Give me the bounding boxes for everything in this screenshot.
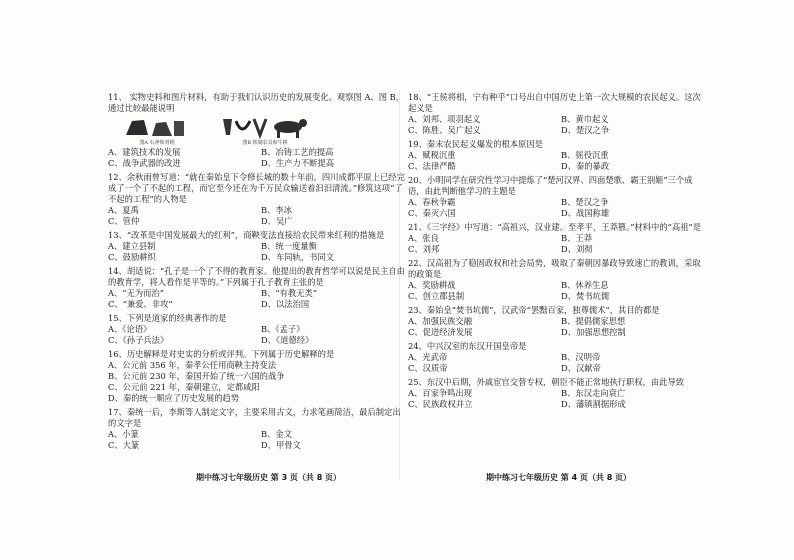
option-c[interactable]: C、创立郡县制 bbox=[408, 291, 465, 301]
options bbox=[408, 352, 708, 374]
option-a[interactable]: A、百家争鸣出现 bbox=[408, 388, 473, 398]
option-a[interactable]: A、建筑技术的发展 bbox=[108, 147, 181, 157]
question-stem: 15、下列是道家的经典著作的是 bbox=[108, 313, 227, 323]
option-b[interactable]: B、冶铸工艺的提高 bbox=[261, 147, 334, 157]
question-19 bbox=[408, 139, 708, 172]
options bbox=[408, 316, 708, 338]
option-d[interactable]: D、藩镇割据形成 bbox=[561, 399, 626, 409]
option-c[interactable]: C、秦灭六国 bbox=[408, 208, 456, 218]
option-c[interactable]: C、管仲 bbox=[108, 216, 140, 226]
option-c[interactable]: C、法律严酷 bbox=[408, 161, 456, 171]
option-d[interactable]: D、刘彻 bbox=[561, 244, 593, 254]
question-25 bbox=[408, 377, 708, 410]
question-15 bbox=[108, 313, 408, 346]
option-d[interactable]: D、车同轨，书同文 bbox=[261, 252, 335, 262]
figure-b-caption: 图B 铁制农具和牛耕 bbox=[242, 140, 288, 146]
right-page-footer: 期中练习七年级历史 第 4 页（共 8 页） bbox=[486, 473, 632, 482]
options bbox=[408, 197, 708, 219]
question-stem: 22、汉高祖为了稳固政权和社会局势，吸取了秦朝因暴政导致速亡的教训，采取的政策是 bbox=[408, 258, 701, 279]
option-c[interactable]: C、陈胜、吴广起义 bbox=[408, 125, 481, 135]
question-stem: 16、历史解释是对史实的分析或评判。下列属于历史解释的是 bbox=[108, 349, 335, 359]
question-stem: 25、东汉中后期，外戚宦官交替专权，朝臣不能正常地执行职权，由此导致 bbox=[408, 377, 685, 387]
option-c[interactable]: C、公元前 221 年，秦朝建立，定都咸阳 bbox=[108, 382, 260, 392]
option-b[interactable]: B、徭役沉重 bbox=[561, 150, 609, 160]
option-c[interactable]: C、战争武器的改进 bbox=[108, 158, 181, 168]
left-page-column bbox=[108, 92, 408, 454]
option-b[interactable]: B、提倡儒家思想 bbox=[561, 316, 626, 326]
option-a[interactable]: A、加强民族交融 bbox=[408, 316, 473, 326]
question-17 bbox=[108, 407, 408, 451]
option-d[interactable]: D、吴广 bbox=[261, 216, 293, 226]
option-a[interactable]: A、“无为而治” bbox=[108, 288, 164, 298]
question-16 bbox=[108, 349, 408, 404]
option-d[interactable]: D、甲骨文 bbox=[261, 440, 301, 450]
option-d[interactable]: D、汉献帝 bbox=[561, 363, 601, 373]
option-a[interactable]: A、建立县制 bbox=[108, 241, 156, 251]
question-stem: 19、秦末农民起义爆发的根本原因是 bbox=[408, 139, 544, 149]
option-d[interactable]: D、生产力不断提高 bbox=[261, 158, 335, 168]
option-d[interactable]: D、秦的统一顺应了历史发展的趋势 bbox=[108, 393, 240, 403]
figure-b bbox=[220, 115, 310, 146]
option-b[interactable]: B、东汉走向衰亡 bbox=[561, 388, 626, 398]
options bbox=[408, 280, 708, 302]
option-a[interactable]: A、张良 bbox=[408, 233, 439, 243]
options bbox=[408, 388, 708, 410]
option-b[interactable]: B、汉明帝 bbox=[561, 352, 601, 362]
question-stem: 18、“王侯将相，宁有种乎”口号出自中国历史上第一次大规模的农民起义。这次起义是 bbox=[408, 92, 701, 113]
option-c[interactable]: C、促进经济发展 bbox=[408, 327, 473, 337]
right-page-column bbox=[408, 92, 708, 413]
question-11 bbox=[108, 92, 408, 169]
option-a[interactable]: A、小篆 bbox=[108, 429, 139, 439]
options bbox=[408, 150, 708, 172]
question-12 bbox=[108, 172, 408, 227]
option-d[interactable]: D、秦的暴政 bbox=[561, 161, 610, 171]
option-b[interactable]: B、《孟子》 bbox=[261, 324, 305, 334]
options bbox=[108, 288, 408, 310]
option-a[interactable]: A、夏禹 bbox=[108, 205, 139, 215]
option-b[interactable]: B、金文 bbox=[261, 429, 292, 439]
question-21 bbox=[408, 222, 708, 255]
question-stem: 13、“改革是中国发展最大的红利”，商鞅变法直接给农民带来红利的措施是 bbox=[108, 230, 385, 240]
option-a[interactable]: A、光武帝 bbox=[408, 352, 448, 362]
question-stem: 14、胡适说：“孔子是一个了不得的教育家。他提出的教育哲学可以说是民主自由的教育学，将人看作是平等的。”下列属于孔子教育主张的是 bbox=[108, 266, 405, 287]
options bbox=[108, 429, 408, 451]
question-24 bbox=[408, 341, 708, 374]
figure-a bbox=[122, 117, 192, 146]
iron-tools-ox-plow-icon bbox=[220, 115, 310, 139]
options bbox=[108, 205, 408, 227]
question-13 bbox=[108, 230, 408, 263]
option-d[interactable]: D、《道德经》 bbox=[261, 335, 314, 345]
option-b[interactable]: B、黄巾起义 bbox=[561, 114, 609, 124]
option-a[interactable]: A、刘邦、项羽起义 bbox=[408, 114, 481, 124]
question-stem: 23、秦始皇“焚书坑儒”，汉武帝“罢黜百家，独尊儒术”，其目的都是 bbox=[408, 305, 660, 315]
options bbox=[408, 233, 708, 255]
option-c[interactable]: C、大篆 bbox=[108, 440, 140, 450]
option-b[interactable]: B、“有教无类” bbox=[261, 288, 318, 298]
question-18 bbox=[408, 92, 708, 136]
question-stem: 21、《三字经》中写道：“高祖兴，汉业建。至孝平，王莽篡。”材料中的“高祖”是 bbox=[408, 222, 702, 232]
options bbox=[108, 324, 408, 346]
question-stem: 20、小明同学在研究性学习中提炼了“楚河汉界、四面楚歌、霸王别姬”三个成语，由此判断他学习的主题是 bbox=[408, 175, 693, 196]
option-b[interactable]: B、王莽 bbox=[561, 233, 592, 243]
option-c[interactable]: C、刘邦 bbox=[408, 244, 440, 254]
option-c[interactable]: C、“兼爱、非攻” bbox=[108, 299, 173, 309]
question-20 bbox=[408, 175, 708, 219]
options bbox=[408, 114, 708, 136]
option-c[interactable]: C、鼓励耕织 bbox=[108, 252, 156, 262]
option-d[interactable]: D、以法治国 bbox=[261, 299, 310, 309]
question-14 bbox=[108, 266, 408, 310]
option-b[interactable]: B、楚汉之争 bbox=[561, 197, 609, 207]
option-b[interactable]: B、李冰 bbox=[261, 205, 292, 215]
question-stem: 17、秦统一后，李斯等人制定文字，主要采用古文，力求笔画简洁，最后制定出的文字是 bbox=[108, 407, 401, 428]
option-a[interactable]: A、奖励耕战 bbox=[408, 280, 456, 290]
options bbox=[108, 241, 408, 263]
option-d[interactable]: D、加强思想控制 bbox=[561, 327, 626, 337]
question-22 bbox=[408, 258, 708, 302]
option-d[interactable]: D、楚汉之争 bbox=[561, 125, 610, 135]
stone-axe-bone-spade-icon bbox=[122, 117, 192, 139]
option-a[interactable]: A、春秋争霸 bbox=[408, 197, 456, 207]
option-d[interactable]: D、焚书坑儒 bbox=[561, 291, 610, 301]
question-23 bbox=[408, 305, 708, 338]
figure-row bbox=[122, 116, 408, 146]
option-b[interactable]: B、公元前 230 年，秦国开始了统一六国的战争 bbox=[108, 371, 285, 381]
options bbox=[108, 147, 408, 169]
option-d[interactable]: D、战国称雄 bbox=[561, 208, 610, 218]
left-page-footer: 期中练习七年级历史 第 3 页（共 8 页） bbox=[196, 473, 342, 482]
option-c[interactable]: C、《孙子兵法》 bbox=[108, 335, 169, 345]
option-a[interactable]: A、《论语》 bbox=[108, 324, 152, 334]
option-b[interactable]: B、统一度量衡 bbox=[261, 241, 317, 251]
question-stem: 12、余秋雨曾写道：“就在秦始皇下令修长城的数十年前，四川成都平原上已经完成了一个了不起的工程，而它至今还在为千万民众输送着汩汩清流。”修筑这项“了不起的工程”的人物是 bbox=[108, 172, 405, 204]
options bbox=[108, 360, 408, 404]
question-stem: 11、 实物史料和图片材料，有助于我们认识历史的发展变化。观察图 A、图 B，通过比较最能说明 bbox=[108, 92, 405, 113]
question-stem: 24、中兴汉室的东汉开国皇帝是 bbox=[408, 341, 527, 351]
option-c[interactable]: C、汉质帝 bbox=[408, 363, 448, 373]
option-b[interactable]: B、休养生息 bbox=[561, 280, 609, 290]
option-a[interactable]: A、公元前 356 年，秦孝公任用商鞅主持变法 bbox=[108, 360, 277, 370]
option-a[interactable]: A、赋税沉重 bbox=[408, 150, 456, 160]
figure-a-caption: 图A 石斧和骨耜 bbox=[139, 140, 175, 146]
option-c[interactable]: C、民族政权并立 bbox=[408, 399, 473, 409]
